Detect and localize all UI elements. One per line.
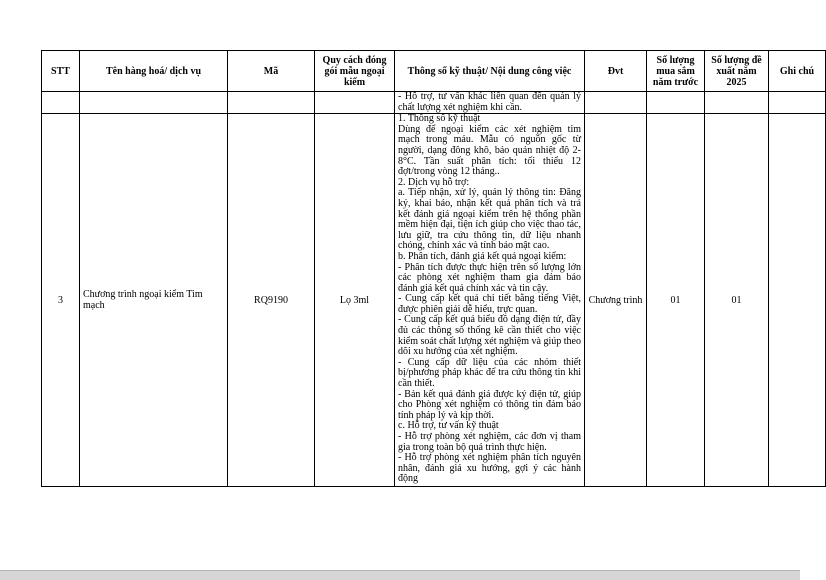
header-row [42,51,826,92]
row-code: RQ9190 [228,114,315,487]
procurement-table [41,50,826,487]
spec-line: b. Phân tích, đánh giá kết quả ngoại kiểm: [398,250,567,262]
header-packaging: Quy cách đóng gói mẫu ngoại kiểm [315,51,395,92]
cell-empty [80,92,228,114]
header-stt: STT [42,51,80,92]
header-unit: Đvt [585,51,647,92]
cell-empty [315,92,395,114]
header-specs: Thông số kỹ thuật/ Nội dung công việc [395,51,585,92]
spec-line: - Cung cấp dữ liệu của các nhóm thiết bị/phương pháp khác để tra cứu thông tin khi cần thiết. [398,356,581,390]
spec-line: - Cung cấp kết quả biểu đồ dạng điện tử, đầy đủ các thông số thống kê cần thiết cho việc kiểm soát chất lượng xét nghiệm và giúp theo dõi xu hướng của xét nghiệm. [398,314,581,358]
cell-empty [769,92,826,114]
row-proposed-qty: 01 [705,114,769,487]
cell-empty [647,92,705,114]
cell-empty [705,92,769,114]
row-prev-qty: 01 [647,114,705,487]
spec-line: Dùng để ngoại kiểm các xét nghiệm tim mạch trong máu. Mẫu có nguồn gốc từ người, dạng đông khô, bảo quản nhiệt độ 2-8°C. Tần suất phân tích: tối thiểu 12 đợt/trong vòng 12 tháng.. [398,123,581,178]
row-stt: 3 [42,114,80,487]
spec-line: - Hỗ trợ phòng xét nghiệm, các đơn vị tham gia trong toàn bộ quá trình thực hiện. [398,431,581,453]
cell-empty [585,92,647,114]
spec-line: a. Tiếp nhận, xử lý, quản lý thông tin: Đăng ký, khai báo, nhận kết quả phân tích và trả kết đánh giá ngoại kiểm trên hệ thống phần mềm hiện đại, tiện ích giúp cho việc thao tác, lưu giữ, tra cứu thông tin, dữ liệu nhanh chóng, chính xác và tính bảo mật cao. [398,187,581,252]
header-note: Ghi chú [769,51,826,92]
row-note [769,114,826,487]
spec-line: - Bản kết quả đánh giá được ký điện tử, giúp cho Phòng xét nghiệm có thông tin đảm bảo tính pháp lý và kịp thời. [398,388,581,421]
continuation-row [42,92,826,114]
continuation-line: - Hỗ trợ, tư vấn khác liên quan đến quản lý chất lượng xét nghiệm khi cần. [398,91,581,113]
row-unit: Chương trình [585,114,647,487]
cell-empty [42,92,80,114]
header-code: Mã [228,51,315,92]
spec-line: 1. Thông số kỹ thuật [398,113,481,125]
row-name: Chương trình ngoại kiểm Tim mạch [80,114,228,487]
header-prev-qty: Số lượng mua sắm năm trước [647,51,705,92]
row-specs [395,114,585,487]
spec-line: - Cung cấp kết quả chi tiết bằng tiếng Việt, được phiên giải dễ hiểu, trực quan. [398,293,581,315]
continuation-specs-cell [395,92,585,114]
spec-line: 2. Dịch vụ hỗ trợ: [398,176,470,188]
cell-empty [228,92,315,114]
header-proposed-qty: Số lượng đề xuất năm 2025 [705,51,769,92]
viewer-bottom-bar [0,570,800,580]
spec-line: - Phân tích được thực hiện trên số lượng lớn các phòng xét nghiệm tham gia đảm bảo đánh giá kết quả chính xác và tin cậy. [398,261,581,294]
header-name: Tên hàng hoá/ dịch vụ [80,51,228,92]
spec-line: - Hỗ trợ phòng xét nghiệm phân tích nguyên nhân, đánh giá xu hướng, gợi ý các hành động [398,452,581,485]
row-packaging: Lọ 3ml [315,114,395,487]
table-row [42,114,826,487]
spec-line: c. Hỗ trợ, tư vấn kỹ thuật [398,420,499,432]
